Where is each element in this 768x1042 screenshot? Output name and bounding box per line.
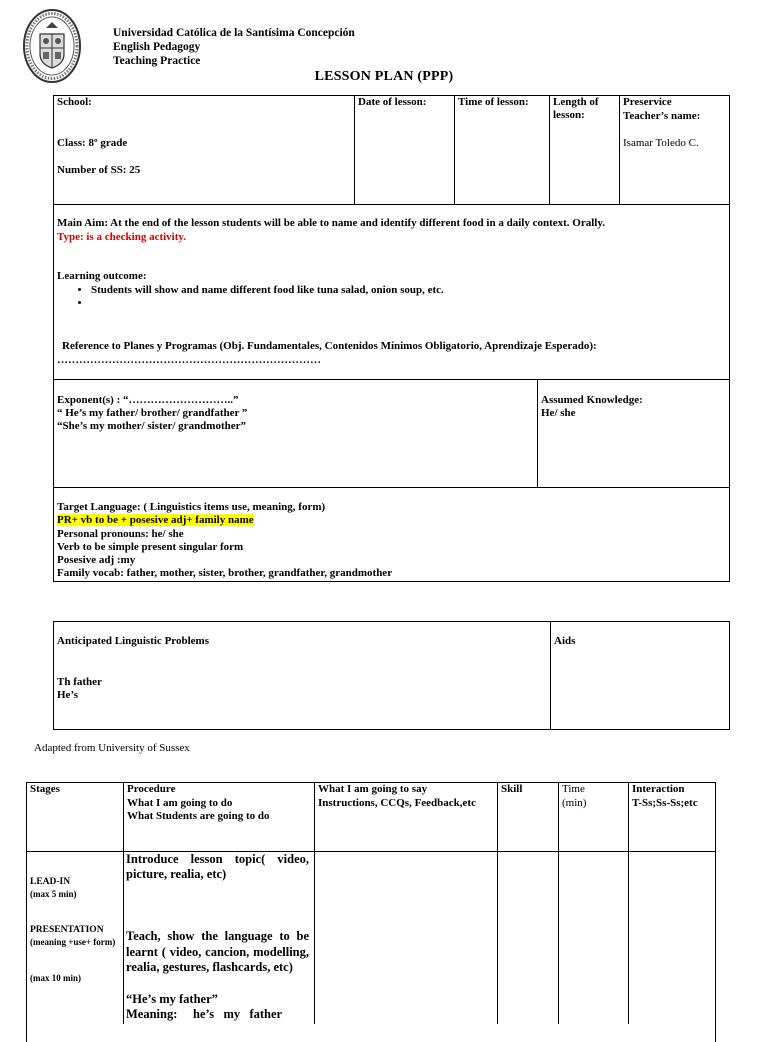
- procedure-meaning: Meaning: he’s my father: [126, 1007, 283, 1021]
- divider: [497, 782, 498, 1024]
- learning-outcome-list: [55, 284, 751, 310]
- target-language-line: Family vocab: father, mother, sister, brother, grandfather, grandmother: [57, 567, 393, 579]
- learning-outcome-item: • Students will show and name different food like tuna salad, onion soup, etc.: [91, 284, 751, 297]
- divider: [550, 621, 551, 730]
- divider: [537, 379, 538, 488]
- divider: [558, 782, 559, 1024]
- reference-dots: ………………………………………………………………: [57, 354, 321, 366]
- learning-outcome-item: [91, 297, 751, 310]
- divider: [628, 782, 629, 1024]
- target-language-line: Personal pronouns: he/ she: [57, 528, 184, 540]
- learning-outcome-label: Learning outcome:: [57, 270, 147, 282]
- course-name: Teaching Practice: [113, 55, 201, 67]
- interaction-header: Interaction: [632, 783, 685, 795]
- exponents-label: Exponent(s) : “………………………..”: [57, 394, 239, 406]
- divider: [123, 782, 124, 1024]
- highlighted-formula: PR+ vb to be + posesive adj+ family name: [57, 514, 254, 526]
- aids-label: Aids: [554, 635, 576, 647]
- teacher-label-line2: Teacher’s name:: [623, 110, 701, 122]
- say-header: What I am going to say: [318, 783, 428, 795]
- divider: [53, 379, 730, 380]
- class-label: Class: 8º grade: [57, 137, 128, 149]
- program-name: English Pedagogy: [113, 41, 201, 53]
- divider: [454, 95, 455, 205]
- presentation-stage: PRESENTATION: [30, 925, 104, 935]
- target-language-line: Verb to be simple present singular form: [57, 541, 244, 553]
- divider: [354, 95, 355, 205]
- time-label: Time of lesson:: [458, 96, 529, 108]
- date-label: Date of lesson:: [358, 96, 427, 108]
- skill-header: Skill: [501, 783, 523, 795]
- target-language-label: Target Language: ( Linguistics items use, meaning, form): [57, 501, 326, 513]
- exponent-line-1: “ He’s my father/ brother/ grandfather ”: [57, 407, 248, 419]
- school-label: School:: [57, 96, 92, 108]
- interaction-header-sub: T-Ss;Ss-Ss;etc: [632, 797, 698, 809]
- reference-planes: Reference to Planes y Programas (Obj. Fundamentales, Contenidos Mínimos Obligatorio, Aprendizaje Esperado):: [62, 340, 597, 352]
- say-header-sub: Instructions, CCQs, Feedback,etc: [318, 797, 476, 809]
- presentation-sub: (meaning +use+ form): [30, 937, 116, 947]
- adapted-note: Adapted from University of Sussex: [34, 742, 190, 754]
- length-label: Length of lesson:: [553, 96, 599, 121]
- exponent-line-2: “She’s my mother/ sister/ grandmother”: [57, 420, 247, 432]
- target-language-line: Posesive adj :my: [57, 554, 136, 566]
- presentation-time: (max 10 min): [30, 973, 81, 983]
- number-ss-label: Number of SS: 25: [57, 164, 141, 176]
- leadin-stage: LEAD-IN: [30, 877, 71, 887]
- teacher-name: Isamar Toledo C.: [623, 137, 699, 149]
- university-name: Universidad Católica de la Santísima Concepción: [113, 27, 355, 39]
- assumed-knowledge-label: Assumed Knowledge:: [541, 394, 643, 406]
- procedure-teach: Teach, show the language to be learnt ( video, cancion, modelling, realia, gestures, flashcards, etc): [126, 929, 309, 974]
- stages-header: Stages: [30, 783, 60, 795]
- procedure-header: Procedure: [127, 783, 176, 795]
- time-header-sub: (min): [562, 797, 587, 809]
- target-language-formula: [57, 514, 254, 527]
- divider: [53, 204, 730, 205]
- problem-line-2: He’s: [57, 689, 78, 701]
- divider: [53, 487, 730, 488]
- teacher-label-line1: Preservice: [623, 96, 672, 108]
- problem-line-1: Th father: [57, 676, 102, 688]
- anticipated-problems-label: Anticipated Linguistic Problems: [57, 635, 209, 647]
- divider: [549, 95, 550, 205]
- procedure-intro: Introduce lesson topic( video, picture, realia, etc): [126, 852, 309, 881]
- time-header: Time: [562, 783, 585, 795]
- page-title: LESSON PLAN (PPP): [314, 69, 454, 84]
- leadin-time: (max 5 min): [30, 889, 77, 899]
- procedure-header-sub: What Students are going to do: [127, 810, 270, 822]
- procedure-quote: “He’s my father”: [126, 992, 218, 1006]
- assumed-knowledge-value: He/ she: [541, 407, 576, 419]
- main-aim: Main Aim: At the end of the lesson students will be able to name and identify different food in a daily context. Orally.: [57, 217, 605, 229]
- procedure-header-sub: What I am going to do: [127, 797, 233, 809]
- activity-type: Type: is a checking activity.: [57, 231, 187, 243]
- divider: [619, 95, 620, 205]
- divider: [314, 782, 315, 1024]
